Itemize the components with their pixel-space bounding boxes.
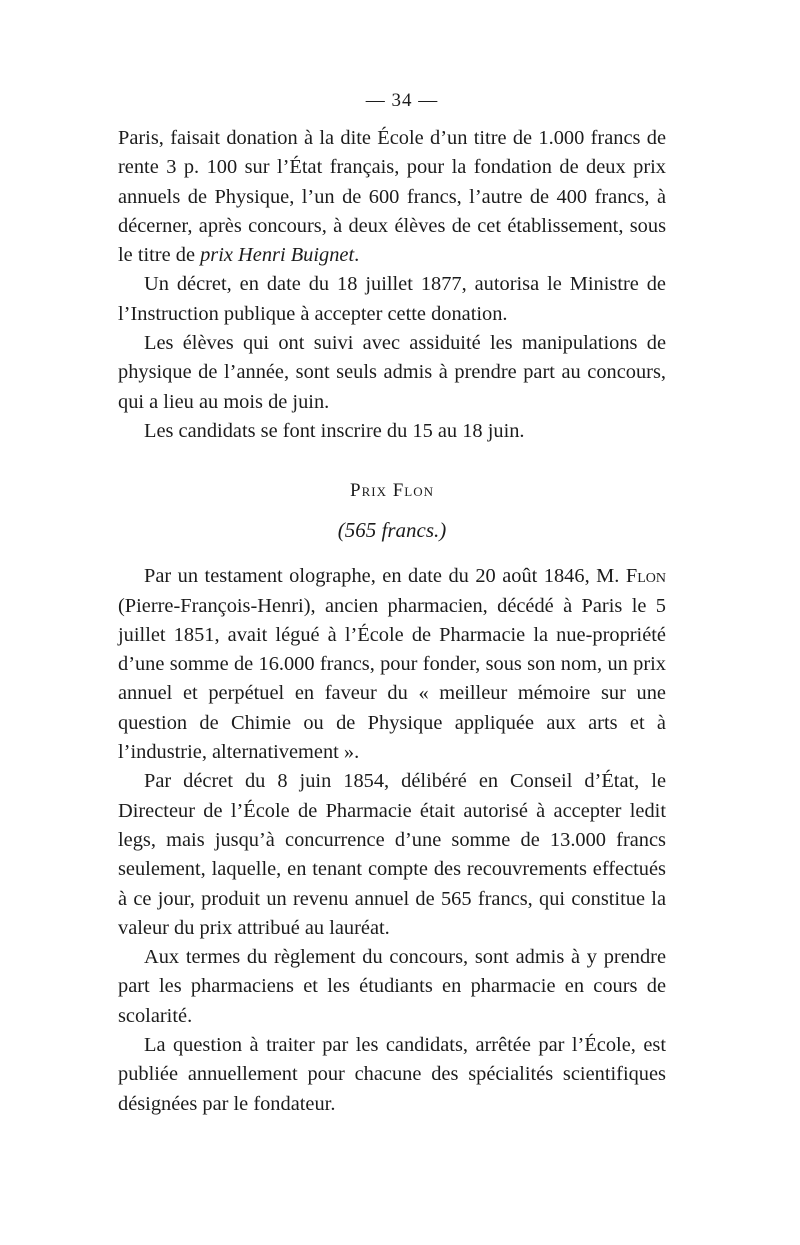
page-number: — 34 — — [365, 90, 439, 111]
founder-name: Flon — [625, 565, 666, 588]
intro-paragraph-3: Les élèves qui ont suivi avec assiduité les manipulations de physique de l’année, sont seuls admis à prendre part au concours, qui a lieu au mois de juin. — [118, 332, 666, 413]
intro-paragraph-1-end: . — [354, 244, 360, 267]
page — [118, 90, 666, 1119]
intro-paragraph-1-text: Paris, faisait donation à la dite École d’un titre de 1.000 francs de rente 3 p. 100 sur l’État français, pour la fondation de deux prix annuels de Physique, l’un de 600 francs, l’autre de 400 francs, à décerner, après concours, à deux élèves de cet établissement, sous le titre de — [118, 127, 666, 267]
body-paragraph-4: La question à traiter par les candidats, arrêtée par l’École, est publiée annuellement pour chacune des spécialités scientifiques désignées par le fondateur. — [118, 1034, 666, 1115]
intro-paragraph-4: Les candidats se font inscrire du 15 au 18 juin. — [144, 419, 525, 442]
prize-name-italic: prix Henri Buignet — [200, 244, 355, 267]
body-paragraph-3: Aux termes du règlement du concours, sont admis à y prendre part les pharmaciens et les étudiants en pharmacie en cours de scolarité. — [118, 946, 666, 1027]
body-paragraph-1-start: Par un testament olographe, en date du 20 août 1846, M. — [144, 565, 626, 588]
body-paragraph-1 — [118, 562, 666, 767]
intro-paragraph-1 — [118, 124, 666, 270]
section-title: Prix Flon — [350, 480, 434, 502]
body-paragraph-2: Par décret du 8 juin 1854, délibéré en Conseil d’État, le Directeur de l’École de Pharmacie était autorisé à accepter ledit legs, mais jusqu’à concurrence d’une somme de 13.000 francs seulement, laquelle, en tenant compte des recouvrements effectués à ce jour, produit un revenu annuel de 565 francs, qui constitue la valeur du prix attribué au lauréat. — [118, 770, 666, 939]
intro-paragraph-2: Un décret, en date du 18 juillet 1877, autorisa le Ministre de l’Instruction publique à accepter cette donation. — [118, 273, 666, 325]
section-subtitle: (565 francs.) — [337, 518, 447, 543]
body-paragraph-1-rest: (Pierre-François-Henri), ancien pharmacien, décédé à Paris le 5 juillet 1851, avait légué à l’École de Pharmacie la nue-propriété d’une somme de 16.000 francs, pour fonder, sous son nom, un prix annuel et perpétuel en faveur du « meilleur mémoire sur une question de Chimie ou de Physique appliquée aux arts et à l’industrie, alternativement ». — [118, 594, 666, 764]
